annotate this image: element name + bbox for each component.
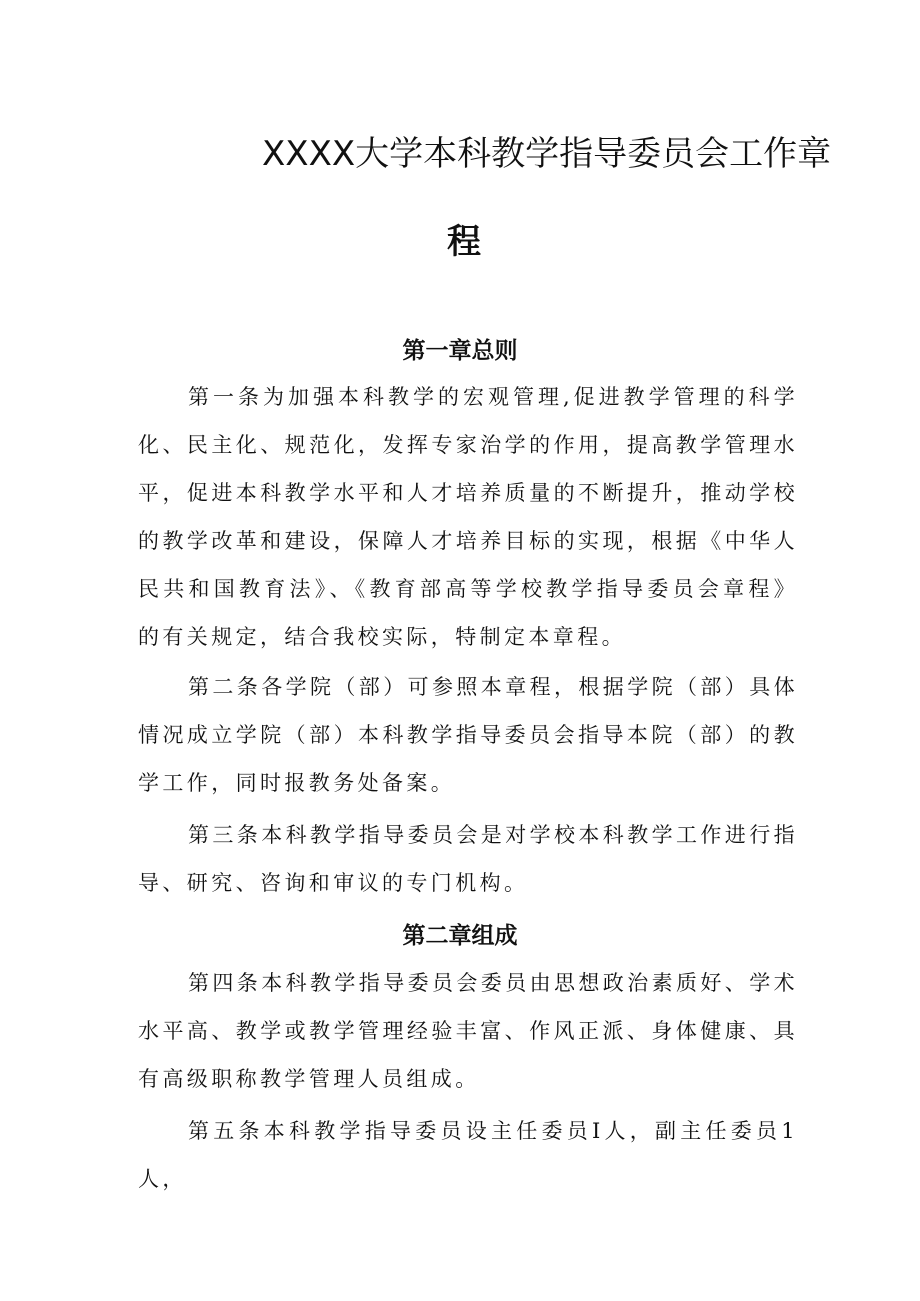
article-1-paragraph: 第一条为加强本科教学的宏观管理,促进教学管理的科学化、民主化、规范化，发挥专家治学的作用，提高教学管理水平，促进本科教学水平和人才培养质量的不断提升，推动学校的教学改革和建设，保障人才培养目标的实现，根据《中华人民共和国教育法》、《教育部高等学校教学指导委员会章程》的有关规定，结合我校实际，特制定本章程。 bbox=[138, 385, 798, 649]
chapter-heading-1: 第一章总则 bbox=[402, 338, 518, 364]
article-3-paragraph: 第三条本科教学指导委员会是对学校本科教学工作进行指导、研究、咨询和审议的专门机构。 bbox=[138, 823, 798, 895]
article-4-paragraph: 第四条本科教学指导委员会委员由思想政治素质好、学术水平高、教学或教学管理经验丰富、作风正派、身体健康、具有高级职称教学管理人员组成。 bbox=[138, 971, 798, 1091]
article-2-paragraph: 第二条各学院（部）可参照本章程，根据学院（部）具体情况成立学院（部）本科教学指导委员会指导本院（部）的教学工作，同时报教务处备案。 bbox=[138, 675, 798, 795]
document-title-continuation: 程 bbox=[447, 222, 481, 262]
document-title: XXXX大学本科教学指导委员会工作章 bbox=[262, 134, 832, 174]
chapter-heading-2: 第二章组成 bbox=[402, 923, 518, 949]
article-5-paragraph: 第五条本科教学指导委员设主任委员I人，副主任委员1人， bbox=[138, 1119, 798, 1191]
